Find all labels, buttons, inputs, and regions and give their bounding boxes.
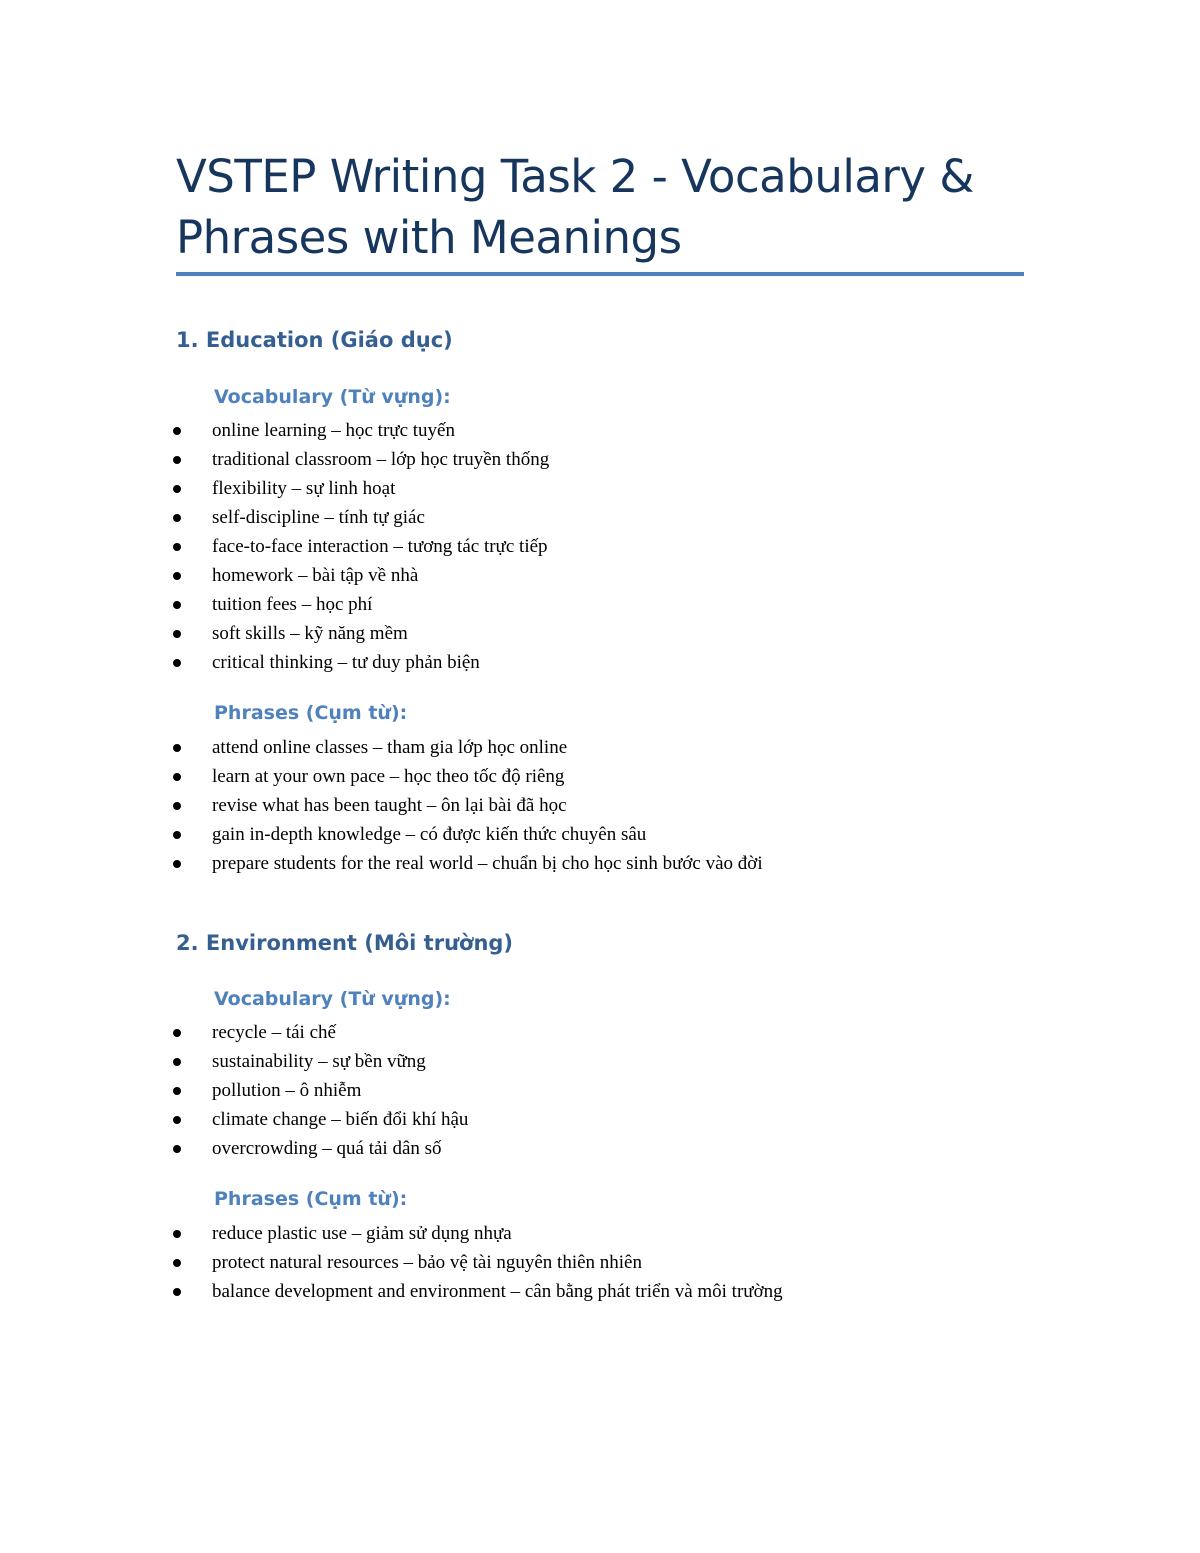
bullet-icon bbox=[173, 860, 181, 868]
vocabulary-entry: homework – bài tập về nhà bbox=[212, 565, 419, 586]
bullet-icon bbox=[173, 456, 181, 464]
bullet-icon bbox=[173, 659, 181, 667]
vocabulary-entry: tuition fees – học phí bbox=[212, 594, 373, 615]
bullet-icon bbox=[173, 744, 181, 752]
vocabulary-entry: recycle – tái chế bbox=[212, 1022, 336, 1043]
section-heading-environment: 2. Environment (Môi trường) bbox=[176, 931, 514, 955]
phrase-entry: balance development and environment – cân bằng phát triển và môi trường bbox=[212, 1281, 783, 1302]
vocabulary-entry: critical thinking – tư duy phản biện bbox=[212, 652, 480, 673]
bullet-icon bbox=[173, 630, 181, 638]
bullet-icon bbox=[173, 1259, 181, 1267]
bullet-icon bbox=[173, 427, 181, 435]
vocabulary-entry: overcrowding – quá tải dân số bbox=[212, 1138, 442, 1159]
phrases-heading-education: Phrases (Cụm từ): bbox=[214, 702, 408, 724]
bullet-icon bbox=[173, 1058, 181, 1066]
bullet-icon bbox=[173, 1288, 181, 1296]
phrase-entry: learn at your own pace – học theo tốc độ riêng bbox=[212, 766, 565, 787]
vocabulary-entry: face-to-face interaction – tương tác trực tiếp bbox=[212, 536, 548, 557]
vocabulary-entry: soft skills – kỹ năng mềm bbox=[212, 623, 408, 644]
vocabulary-heading-education: Vocabulary (Từ vựng): bbox=[214, 386, 451, 408]
bullet-icon bbox=[173, 831, 181, 839]
bullet-icon bbox=[173, 485, 181, 493]
bullet-icon bbox=[173, 543, 181, 551]
phrases-heading-environment: Phrases (Cụm từ): bbox=[214, 1188, 408, 1210]
vocabulary-entry: self-discipline – tính tự giác bbox=[212, 507, 425, 528]
bullet-icon bbox=[173, 773, 181, 781]
phrase-entry: protect natural resources – bảo vệ tài nguyên thiên nhiên bbox=[212, 1252, 642, 1273]
vocabulary-entry: traditional classroom – lớp học truyền thống bbox=[212, 449, 550, 470]
phrase-entry: prepare students for the real world – chuẩn bị cho học sinh bước vào đời bbox=[212, 853, 763, 874]
phrase-entry: revise what has been taught – ôn lại bài đã học bbox=[212, 795, 567, 816]
vocabulary-entry: climate change – biến đổi khí hậu bbox=[212, 1109, 469, 1130]
vocabulary-entry: online learning – học trực tuyến bbox=[212, 420, 455, 441]
bullet-icon bbox=[173, 1145, 181, 1153]
bullet-icon bbox=[173, 1029, 181, 1037]
bullet-icon bbox=[173, 1116, 181, 1124]
phrase-entry: attend online classes – tham gia lớp học online bbox=[212, 737, 568, 758]
document-title: VSTEP Writing Task 2 - Vocabulary & Phrases with Meanings bbox=[176, 150, 974, 264]
bullet-icon bbox=[173, 514, 181, 522]
bullet-icon bbox=[173, 572, 181, 580]
phrase-entry: gain in-depth knowledge – có được kiến thức chuyên sâu bbox=[212, 824, 647, 845]
title-underline bbox=[176, 272, 1024, 276]
phrase-entry: reduce plastic use – giảm sử dụng nhựa bbox=[212, 1223, 512, 1244]
vocabulary-entry: pollution – ô nhiễm bbox=[212, 1080, 362, 1101]
vocabulary-heading-environment: Vocabulary (Từ vựng): bbox=[214, 988, 451, 1010]
bullet-icon bbox=[173, 802, 181, 810]
bullet-icon bbox=[173, 601, 181, 609]
vocabulary-entry: sustainability – sự bền vững bbox=[212, 1051, 426, 1072]
vocabulary-entry: flexibility – sự linh hoạt bbox=[212, 478, 396, 499]
section-heading-education: 1. Education (Giáo dục) bbox=[176, 328, 453, 352]
bullet-icon bbox=[173, 1230, 181, 1238]
bullet-icon bbox=[173, 1087, 181, 1095]
